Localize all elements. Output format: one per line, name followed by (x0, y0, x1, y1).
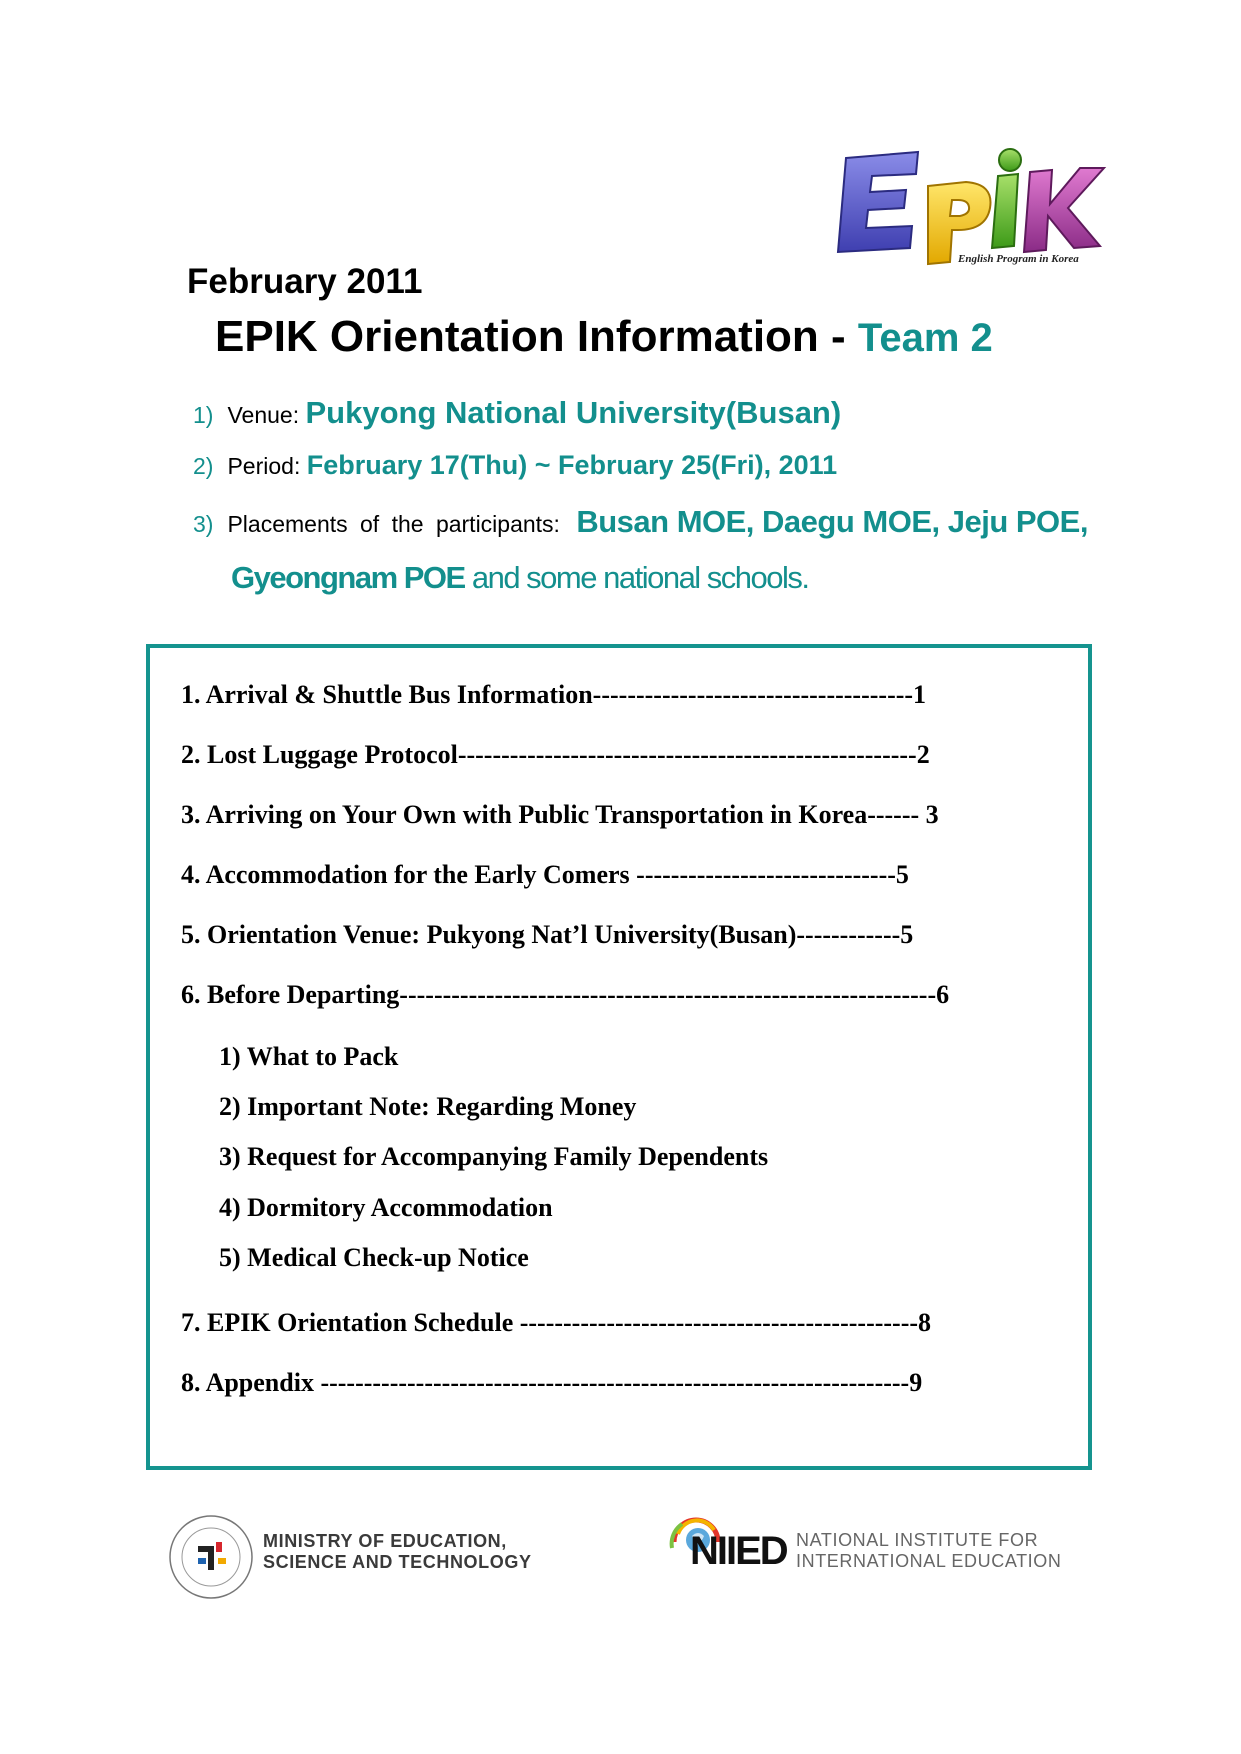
info-number: 2) (193, 453, 214, 479)
info-value: Busan MOE, Daegu MOE, Jeju POE, (576, 504, 1088, 539)
toc-item-2: 2. Lost Luggage Protocol-----------------------------------------------------2 (181, 740, 930, 769)
info-period (193, 450, 837, 481)
toc-item-1: 1. Arrival & Shuttle Bus Information-------------------------------------1 (181, 680, 927, 709)
toc-subitem-1: 1) What to Pack (219, 1042, 399, 1071)
niied-line-1: NATIONAL INSTITUTE FOR (796, 1530, 1039, 1550)
info-value-rest: and some national schools. (464, 560, 809, 595)
toc-subitem-3: 3) Request for Accompanying Family Dependents (219, 1142, 769, 1171)
ministry-line-1: MINISTRY OF EDUCATION, (263, 1531, 507, 1551)
info-number: 3) (193, 511, 214, 537)
info-value: Pukyong National University(Busan) (305, 395, 842, 430)
info-venue (193, 395, 841, 431)
toc-subitem-2: 2) Important Note: Regarding Money (219, 1092, 637, 1121)
toc-item-8: 8. Appendix --------------------------------------------------------------------9 (181, 1368, 923, 1397)
ministry-seal-icon (168, 1514, 254, 1600)
document-date: February 2011 (187, 262, 423, 301)
title-main: EPIK Orientation Information - (215, 312, 858, 361)
toc-subitem-4: 4) Dormitory Accommodation (219, 1193, 553, 1222)
info-value: February 17(Thu) ~ February 25(Fri), 2011 (306, 450, 838, 480)
info-placements (193, 504, 1088, 540)
info-label: Placements of the participants: (227, 511, 560, 537)
toc-item-4: 4. Accommodation for the Early Comers ------------------------------5 (181, 860, 909, 889)
epik-tagline: English Program in Korea (958, 253, 1079, 265)
niied-line-2: INTERNATIONAL EDUCATION (796, 1551, 1062, 1571)
title-team: Team 2 (857, 316, 993, 360)
toc-item-5: 5. Orientation Venue: Pukyong Nat’l University(Busan)------------5 (181, 920, 914, 949)
info-label: Period: (227, 453, 301, 479)
info-placements-continued (231, 560, 809, 596)
epik-logo (826, 146, 1108, 270)
toc-item-3: 3. Arriving on Your Own with Public Transportation in Korea------ 3 (181, 800, 939, 829)
niied-wordmark: NIIED (690, 1529, 787, 1573)
info-label: Venue: (227, 402, 300, 428)
niied-name (796, 1530, 1061, 1572)
ministry-name (263, 1531, 532, 1573)
document-title (215, 312, 993, 362)
toc-item-6: 6. Before Departing--------------------------------------------------------------6 (181, 980, 950, 1009)
info-number: 1) (193, 402, 214, 428)
info-value-bold: Gyeongnam POE (231, 560, 465, 595)
toc-subitem-5: 5) Medical Check-up Notice (219, 1243, 529, 1272)
toc-item-7: 7. EPIK Orientation Schedule ----------------------------------------------8 (181, 1308, 932, 1337)
ministry-line-2: SCIENCE AND TECHNOLOGY (263, 1552, 532, 1572)
